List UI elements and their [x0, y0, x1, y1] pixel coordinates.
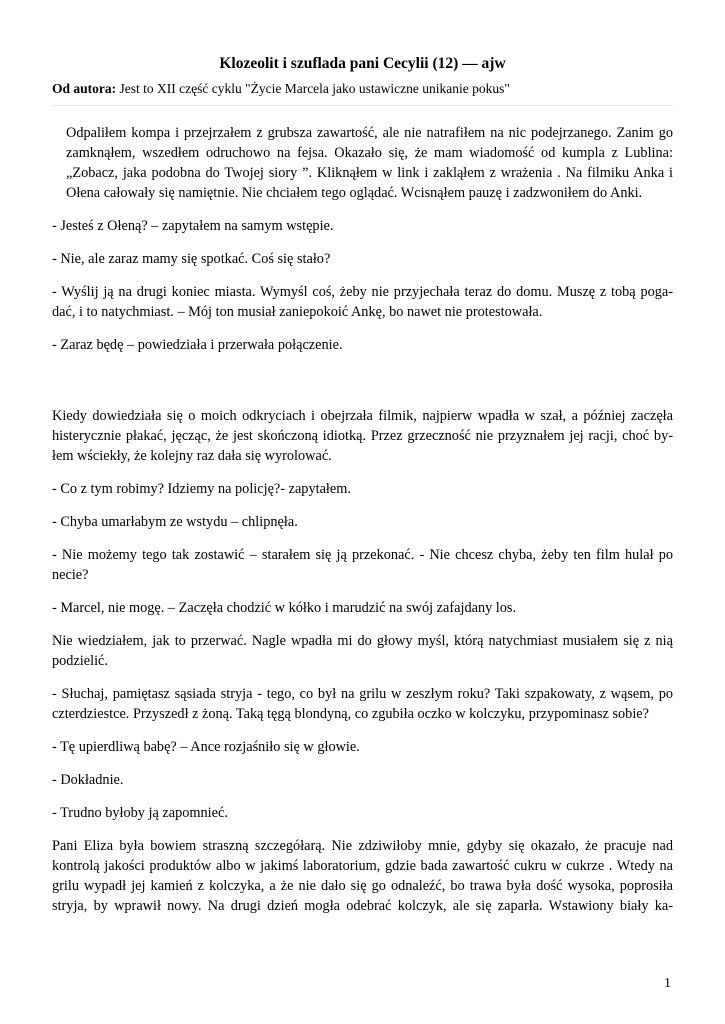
text-line: - Co z tym robimy? Idziemy na policję?- zapytałem.	[52, 481, 351, 497]
text-line: „Zobacz, jaka podobna do Twojej siory ”. Kliknąłem w link i zakląłem z wrażenia . Na filmiku Anka i	[66, 165, 673, 181]
text-line: - Nie, ale zaraz mamy się spotkać. Coś się stało?	[52, 251, 331, 267]
page-number: 1	[664, 976, 671, 991]
text-line: histerycznie płakać, jęcząc, że jest skończoną idiotką. Przez grzeczność nie przyznałem jej racji, choć by-	[52, 428, 673, 444]
text-line: czterdziestce. Przyszedł z żoną. Taką tęgą blondyną, co zgubiła oczko w kolczyku, przypominasz sobie?	[52, 706, 649, 722]
text-line: - Trudno byłoby ją zapomnieć.	[52, 805, 228, 821]
paragraph	[52, 684, 673, 724]
paragraph	[52, 123, 673, 203]
paragraph	[52, 406, 673, 466]
text-line: necie?	[52, 567, 89, 583]
paragraph	[52, 545, 673, 585]
text-line: Pani Eliza była bowiem straszną szczegółarą. Nie zdziwiłoby mnie, gdyby się okazało, że pracuje nad	[52, 838, 673, 854]
document-body	[52, 123, 673, 916]
paragraph	[52, 737, 673, 757]
text-line: - Jesteś z Ołeną? – zapytałem na samym wstępie.	[52, 218, 334, 234]
text-line: - Dokładnie.	[52, 772, 124, 788]
text-line: grilu wypadł jej kamień z kolczyka, a że nie dało się go odnaleźć, bo trawa była dość wysoka, poprosiła	[52, 878, 673, 894]
text-line: łem wściekły, że kolejny raz dała się wyrolować.	[52, 448, 332, 464]
text-line: Odpaliłem kompa i przejrzałem z grubsza zawartość, ale nie natrafiłem na nic podejrzanego. Zanim go	[66, 125, 673, 141]
text-line: - Tę upierdliwą babę? – Ance rozjaśniło się w głowie.	[52, 739, 360, 755]
text-line: - Wyślij ją na drugi koniec miasta. Wymyśl coś, żeby nie przyjechała teraz do domu. Muszę z tobą poga-	[52, 284, 673, 300]
author-note: Jest to XII część cyklu "Życie Marcela jako ustawiczne unikanie pokus"	[119, 81, 510, 96]
text-line: zamknąłem, wszedłem odruchowo na fejsa. Okazało się, że mam wiadomość od kumpla z Lublina:	[66, 145, 673, 161]
header-divider	[52, 105, 673, 106]
paragraph-spacer	[52, 368, 673, 406]
text-line: kontrolą jakości produktów albo w jakimś laboratorium, gdzie bada zawartość cukru w cukrze . Wtedy na	[52, 858, 673, 874]
text-line: - Nie możemy tego tak zostawić – starałem się ją przekonać. - Nie chcesz chyba, żeby ten film hulał po	[52, 547, 673, 563]
text-line: - Marcel, nie mogę. – Zaczęła chodzić w kółko i marudzić na swój zafajdany los.	[52, 600, 517, 616]
document-title: Klozeolit i szuflada pani Cecylii (12) — ajw	[219, 55, 506, 72]
paragraph	[52, 803, 673, 823]
paragraph	[52, 216, 673, 236]
document-page	[52, 54, 673, 929]
paragraph	[52, 335, 673, 355]
text-line: - Chyba umarłabym ze wstydu – chlipnęła.	[52, 514, 298, 530]
text-line: Ołena całowały się namiętnie. Nie chciałem tego oglądać. Wcisnąłem pauzę i zadzwoniłem do Anki.	[66, 185, 643, 201]
paragraph	[52, 512, 673, 532]
text-line: - Zaraz będę – powiedziała i przerwała połączenie.	[52, 337, 343, 353]
text-line: Kiedy dowiedziała się o moich odkryciach i obejrzała filmik, najpierw wpadła w szał, a później zaczęła	[52, 408, 673, 424]
text-line: stryja, by wprawił nowy. Na drugi dzień mogła odebrać kolczyk, ale się zaparła. Wstawiony biały ka-	[52, 898, 673, 914]
author-label: Od autora:	[52, 81, 117, 96]
paragraph	[52, 598, 673, 618]
paragraph	[52, 249, 673, 269]
paragraph	[52, 836, 673, 916]
text-line: podzielić.	[52, 653, 108, 669]
author-note-line	[52, 80, 673, 98]
paragraph	[52, 282, 673, 322]
text-line: Nie wiedziałem, jak to przerwać. Nagle wpadła mi do głowy myśl, którą natychmiast musiałem się z nią	[52, 633, 673, 649]
text-line: dać, i to natychmiast. – Mój ton musiał zaniepokoić Ankę, bo nawet nie protestowała.	[52, 304, 543, 320]
paragraph	[52, 631, 673, 671]
text-line: - Słuchaj, pamiętasz sąsiada stryja - tego, co był na grilu w zeszłym roku? Taki szpakowaty, z wąsem, po	[52, 686, 673, 702]
paragraph	[52, 770, 673, 790]
paragraph	[52, 479, 673, 499]
